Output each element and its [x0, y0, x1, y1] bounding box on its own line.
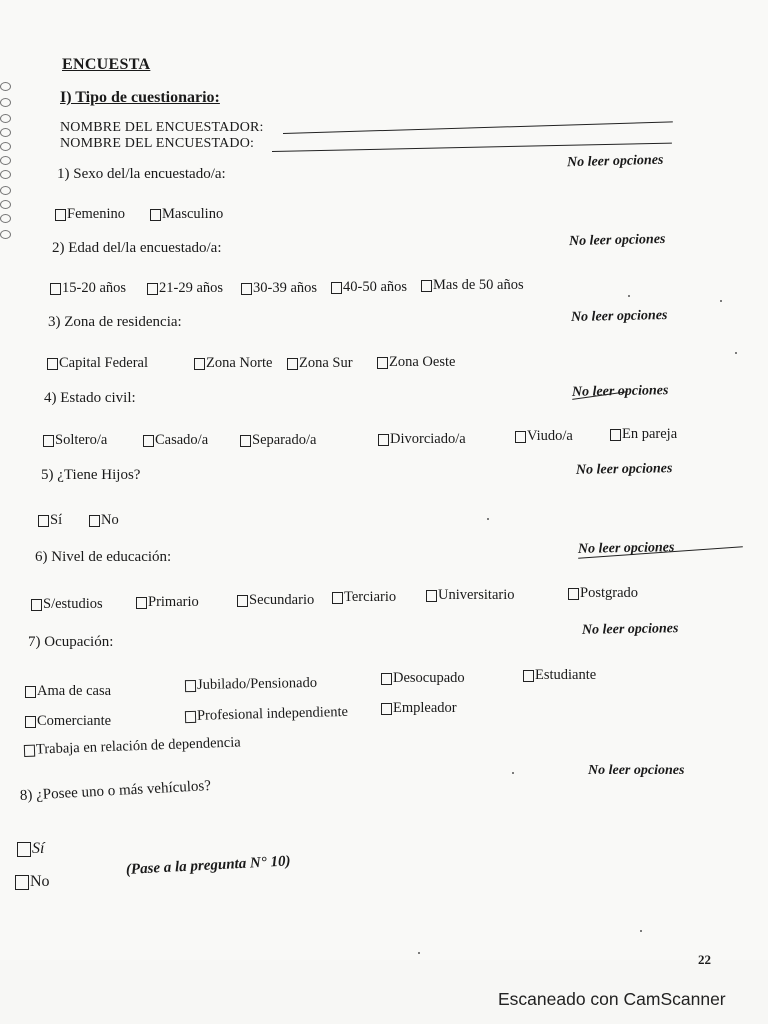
checkbox-icon — [47, 358, 58, 370]
option-40-50[interactable]: 40-50 años — [331, 279, 407, 296]
option-femenino[interactable]: Femenino — [55, 206, 125, 223]
checkbox-icon — [241, 283, 252, 295]
checkbox-icon — [55, 209, 66, 221]
option-30-39[interactable]: 30-39 años — [241, 280, 317, 297]
option-estudiante[interactable]: Estudiante — [523, 667, 596, 684]
checkbox-icon — [43, 435, 54, 447]
option-desocupado[interactable]: Desocupado — [381, 670, 465, 687]
option-separado[interactable]: Separado/a — [240, 432, 316, 449]
checkbox-icon — [147, 283, 158, 295]
respondent-label: NOMBRE DEL ENCUESTADO: — [60, 136, 255, 151]
option-masculino[interactable]: Masculino — [150, 206, 223, 223]
note-q5: No leer opciones — [575, 461, 673, 478]
checkbox-icon — [185, 679, 196, 691]
checkbox-icon — [15, 875, 29, 890]
checkbox-icon — [38, 515, 49, 527]
scan-speck — [512, 772, 514, 774]
checkbox-icon — [31, 599, 42, 611]
option-comerciante[interactable]: Comerciante — [25, 713, 111, 730]
scan-speck — [418, 952, 420, 954]
skip-instruction: (Pase a la pregunta N° 10) — [125, 853, 291, 878]
question-4-label: 4) Estado civil: — [44, 390, 136, 406]
note-q3: No leer opciones — [570, 307, 668, 326]
checkbox-icon — [194, 358, 205, 370]
interviewer-line[interactable] — [283, 121, 673, 134]
checkbox-icon — [25, 716, 36, 728]
page-number: 22 — [698, 952, 711, 967]
checkbox-icon — [237, 595, 248, 607]
question-5-label: 5) ¿Tiene Hijos? — [41, 467, 141, 483]
checkbox-icon — [25, 686, 36, 698]
checkbox-icon — [17, 842, 31, 857]
page-title: ENCUESTA — [62, 56, 151, 73]
checkbox-icon — [240, 435, 251, 447]
option-zona-sur[interactable]: Zona Sur — [287, 355, 353, 372]
option-casado[interactable]: Casado/a — [143, 432, 208, 449]
note-q2: No leer opciones — [568, 231, 666, 250]
scan-speck — [720, 300, 722, 302]
option-jubilado[interactable]: Jubilado/Pensionado — [185, 675, 317, 694]
option-viudo[interactable]: Viudo/a — [515, 428, 573, 445]
checkbox-icon — [332, 592, 343, 604]
option-secundario[interactable]: Secundario — [237, 592, 314, 609]
option-ama-de-casa[interactable]: Ama de casa — [25, 683, 111, 700]
option-s-estudios[interactable]: S/estudios — [31, 596, 103, 613]
option-no-vehiculo[interactable]: No — [15, 873, 50, 891]
respondent-line[interactable] — [272, 143, 672, 152]
checkbox-icon — [381, 703, 392, 715]
option-profesional-independiente[interactable]: Profesional independiente — [185, 704, 348, 725]
checkbox-icon — [136, 597, 147, 609]
scan-speck — [487, 518, 489, 520]
interviewer-label: NOMBRE DEL ENCUESTADOR: — [60, 120, 264, 135]
option-no-hijos[interactable]: No — [89, 512, 119, 529]
checkbox-icon — [568, 588, 579, 600]
scan-speck — [640, 930, 642, 932]
option-soltero[interactable]: Soltero/a — [43, 432, 107, 449]
checkbox-icon — [426, 590, 437, 602]
option-15-20[interactable]: 15-20 años — [50, 280, 126, 297]
checkbox-icon — [287, 358, 298, 370]
note-q4: No leer opciones — [571, 383, 669, 400]
option-relacion-dependencia[interactable]: Trabaja en relación de dependencia — [24, 734, 241, 759]
option-si-vehiculo[interactable]: Sí — [17, 840, 44, 858]
checkbox-icon — [610, 429, 621, 441]
scan-speck — [735, 352, 737, 354]
option-terciario[interactable]: Terciario — [332, 589, 396, 606]
question-1-label: 1) Sexo del/la encuestado/a: — [57, 166, 226, 182]
checkbox-icon — [185, 710, 196, 722]
option-zona-oeste[interactable]: Zona Oeste — [377, 354, 455, 371]
checkbox-icon — [89, 515, 100, 527]
scanner-watermark: Escaneado con CamScanner — [498, 989, 726, 1009]
option-universitario[interactable]: Universitario — [426, 587, 515, 604]
checkbox-icon — [377, 357, 388, 369]
option-postgrado[interactable]: Postgrado — [568, 585, 638, 602]
note-q6: No leer opciones — [577, 540, 675, 557]
checkbox-icon — [143, 435, 154, 447]
option-divorciado[interactable]: Divorciado/a — [378, 431, 466, 448]
option-en-pareja[interactable]: En pareja — [610, 426, 677, 443]
checkbox-icon — [50, 283, 61, 295]
checkbox-icon — [331, 282, 342, 294]
question-3-label: 3) Zona de residencia: — [48, 314, 182, 330]
question-8-label: 8) ¿Posee uno o más vehículos? — [19, 778, 212, 804]
option-capital-federal[interactable]: Capital Federal — [47, 355, 148, 372]
checkbox-icon — [24, 744, 35, 756]
question-6-label: 6) Nivel de educación: — [35, 549, 172, 565]
section-title: I) Tipo de cuestionario: — [60, 89, 220, 106]
option-si-hijos[interactable]: Sí — [38, 512, 62, 529]
question-7-label: 7) Ocupación: — [28, 634, 114, 650]
checkbox-icon — [523, 670, 534, 682]
checkbox-icon — [515, 431, 526, 443]
checkbox-icon — [381, 673, 392, 685]
checkbox-icon — [421, 280, 432, 292]
option-primario[interactable]: Primario — [136, 594, 199, 611]
option-mas-de-50[interactable]: Mas de 50 años — [421, 277, 524, 294]
option-empleador[interactable]: Empleador — [381, 700, 457, 717]
option-zona-norte[interactable]: Zona Norte — [194, 355, 272, 372]
option-21-29[interactable]: 21-29 años — [147, 280, 223, 297]
note-q8: No leer opciones — [588, 763, 685, 778]
note-q1: No leer opciones — [566, 152, 664, 171]
question-2-label: 2) Edad del/la encuestado/a: — [52, 240, 222, 256]
note-q7: No leer opciones — [581, 621, 679, 638]
checkbox-icon — [150, 209, 161, 221]
scan-speck — [628, 295, 630, 297]
checkbox-icon — [378, 434, 389, 446]
